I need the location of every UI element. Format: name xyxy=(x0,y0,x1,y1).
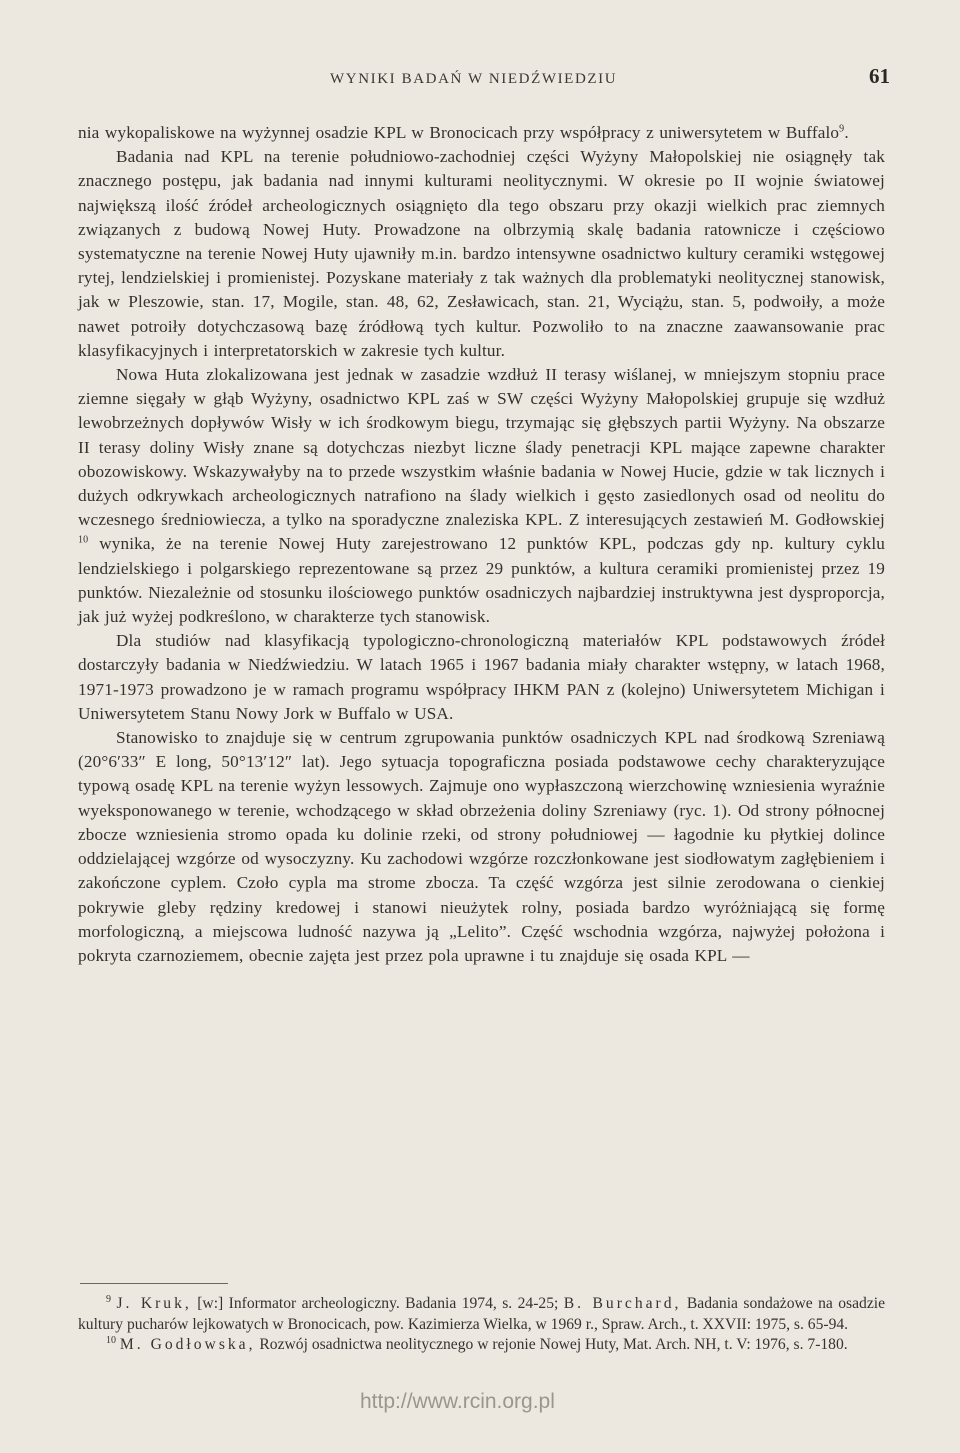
footnotes xyxy=(78,1294,885,1356)
footnote-ref-10: 10 xyxy=(78,534,89,546)
footnote-10-author: M. Godłowska, xyxy=(119,1336,256,1353)
paragraph-1-end: . xyxy=(844,123,849,142)
paragraph-3-text-b: wynika, że na terenie Nowej Huty zarejestrowano 12 punktów KPL, podczas gdy np. kultury cyklu lendzielskiego i polgarskiego reprezentowane są przez 29 punktów, a kultura ceramiki promienistej przez 19 punktów. Niezależnie od stosunku ilościowego punktów osadniczych najbardziej instruktywna jest dysproporcja, jak już wyżej podkreślono, w charakterze tych stanowisk. xyxy=(78,534,885,627)
running-title: WYNIKI BADAŃ W NIEDŹWIEDZIU xyxy=(330,71,618,87)
footnote-10-mark: 10 xyxy=(106,1334,116,1346)
paragraph-2: Badania nad KPL na terenie południowo-zachodniej części Wyżyny Małopolskiej nie osiągnęły tak znacznego postępu, jak badania nad innymi kulturami neolitycznymi. W okresie po II wojnie światowej największą ilość źródeł archeologicznych osiągnięto dla tego obszaru przy okazji wielkich prac ziemnych związanych z budową Nowej Huty. Prowadzone na olbrzymią skalę badania ratownicze i częściowo systematyczne na terenie Nowej Huty ujawniły m.in. bardzo intensywne osadnictwo kultury ceramiki wstęgowej rytej, lendzielskiej i promienistej. Pozyskane materiały z tak ważnych dla problematyki neolitycznej stanowisk, jak w Pleszowie, stan. 17, Mogile, stan. 48, 62, Zesławicach, stan. 21, Wyciążu, stan. 5, podwoiły, a może nawet potroiły dotychczasową bazę źródłową tych kultur. Pozwoliło to na znaczne zaawansowanie prac klasyfikacyjnych i interpretatorskich w zakresie tych kultur. xyxy=(78,147,885,360)
paragraph-3 xyxy=(78,363,885,629)
paragraph-1-text: nia wykopaliskowe na wyżynnej osadzie KPL w Bronocicach przy współpracy z uniwersytetem w Buffalo xyxy=(78,123,840,142)
paragraph-5: Stanowisko to znajduje się w centrum zgrupowania punktów osadniczych KPL nad środkową Szreniawą (20°6′33″ E long, 50°13′12″ lat). Jego sytuacja topograficzna posiada podstawowe cechy charakteryzujące typową osadę KPL na terenie wyżyn lessowych. Zajmuje ono wypłaszczoną wierzchowinę wzniesienia wyraźnie wyeksponowanego w terenie, wchodzącego w skład obrzeżenia doliny Szreniawy (ryc. 1). Od strony północnej zbocze wzniesienia stromo opada ku dolinie rzeki, od strony południowej — łagodnie ku płytkiej dolince oddzielającej wzgórze od wysoczyzny. Ku zachodowi wzgórze rozczłonkowane jest siodłowatym zagłębieniem i zakończone cyplem. Czoło cypla ma strome zbocza. Ta część wzgórza jest silnie zerodowana o cienkiej pokrywie gleby rędziny kredowej i stanowi nieużytek rolny, posiada bardzo wyróżniającą się formę morfologiczną, a miejscowa ludność nazywa ją „Lelito”. Część wschodnia wzgórza, najwyżej położona i pokryta czarnoziemem, obecnie zajęta jest przez pola uprawne i tu znajduje się osada KPL — xyxy=(78,728,885,965)
paragraph-3-text-a: Nowa Huta zlokalizowana jest jednak w zasadzie wzdłuż II terasy wiślanej, w mniejszym stopniu prace ziemne sięgały w głąb Wyżyny, osadnictwo KPL zaś w SW części Wyżyny Małopolskiej grupuje się wzdłuż lewobrzeżnych dopływów Wisły w ich środkowym biegu, trzymając się głębszych partii Wyżyny. Na obszarze II terasy doliny Wisły znane są dotychczas niezbyt liczne ślady penetracji KPL mające zapewne charakter obozowiskowy. Wskazywałyby na to przede wszystkim właśnie badania w Nowej Hucie, gdzie w tak licznych i dużych odkrywkach archeologicznych natrafiono na ślady wielkich i gęsto zasiedlonych osad od neolitu do wczesnego średniowiecza, a tylko na sporadyczne znaleziska KPL. Z interesujących zestawień M. Godłowskiej xyxy=(78,365,885,530)
paragraph-4: Dla studiów nad klasyfikacją typologiczno-chronologiczną materiałów KPL podstawowych źródeł dostarczyły badania w Niedźwiedziu. W latach 1965 i 1967 badania miały charakter wstępny, w latach 1968, 1971-1973 prowadzono je w ramach programu współpracy IHKM PAN z (kolejno) Uniwersytetem Michigan i Uniwersytetem Stanu Nowy Jork w Buffalo w USA. xyxy=(78,631,885,723)
page-header xyxy=(330,64,890,92)
footnote-9-mark: 9 xyxy=(106,1293,111,1305)
footnote-9-text-2: Badania sondażowe na osadzie kultury pucharów lejkowatych w Bronocicach, pow. Kazimierza Wielka, w 1969 r., Spraw. Arch., t. XXVII: 1975, s. 65-94. xyxy=(78,1295,886,1333)
footnote-9 xyxy=(78,1294,885,1335)
footnote-10 xyxy=(78,1335,885,1356)
paragraph-1 xyxy=(78,121,885,145)
footnote-ref-9: 9 xyxy=(839,123,845,135)
body-text xyxy=(78,121,885,968)
page-number: 61 xyxy=(869,64,890,88)
footnote-9-author-2: B. Burchard, xyxy=(563,1295,682,1312)
footnote-9-author-1: J. Kruk, xyxy=(116,1295,192,1312)
footnote-divider xyxy=(80,1283,228,1284)
footnote-10-text: Rozwój osadnictwa neolitycznego w rejonie Nowej Huty, Mat. Arch. NH, t. V: 1976, s. 7-180. xyxy=(259,1336,848,1353)
watermark-url: http://www.rcin.org.pl xyxy=(360,1390,555,1413)
footnote-9-text-1: [w:] Informator archeologiczny. Badania 1974, s. 24-25; xyxy=(197,1295,559,1312)
